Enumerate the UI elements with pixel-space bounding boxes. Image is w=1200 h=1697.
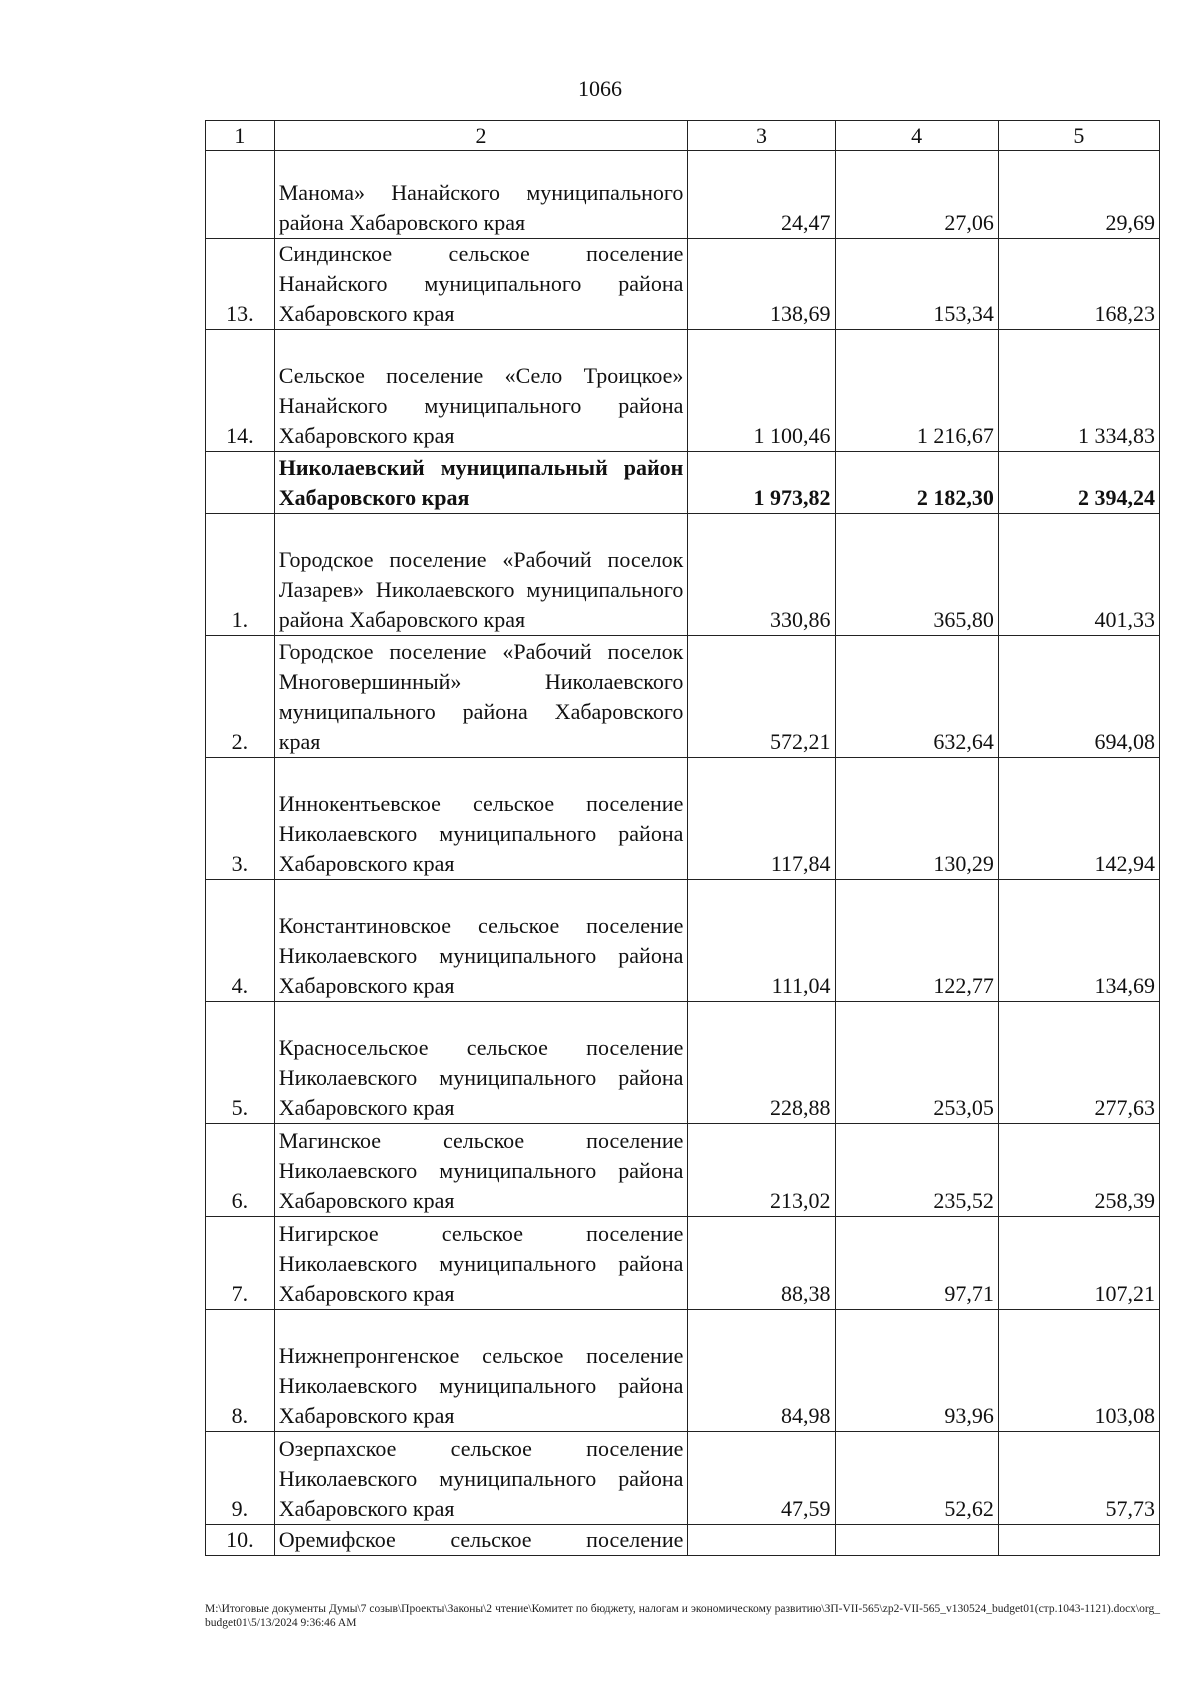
row-name: Магинское сельское поселение Николаевского муниципального района Хабаровского края xyxy=(274,1124,688,1217)
value-col-5: 401,33 xyxy=(998,514,1159,636)
row-name: Манома» Нанайского муниципального района Хабаровского края xyxy=(274,151,688,239)
table-row xyxy=(206,636,1160,758)
value-col-4 xyxy=(835,1525,998,1556)
value-col-5: 1 334,83 xyxy=(998,330,1159,452)
row-number: 7. xyxy=(206,1217,275,1310)
value-col-5: 107,21 xyxy=(998,1217,1159,1310)
value-col-3 xyxy=(688,1525,835,1556)
value-col-5: 57,73 xyxy=(998,1432,1159,1525)
column-header-5: 5 xyxy=(998,121,1159,151)
table-row xyxy=(206,330,1160,452)
value-col-3: 228,88 xyxy=(688,1002,835,1124)
table-row xyxy=(206,758,1160,880)
table-row xyxy=(206,151,1160,239)
row-name: Городское поселение «Рабочий поселок Лазарев» Николаевского муниципального района Хабаровского края xyxy=(274,514,688,636)
value-col-4: 235,52 xyxy=(835,1124,998,1217)
value-col-5: 694,08 xyxy=(998,636,1159,758)
value-col-5: 277,63 xyxy=(998,1002,1159,1124)
value-col-4: 253,05 xyxy=(835,1002,998,1124)
table-row xyxy=(206,880,1160,1002)
value-col-4: 27,06 xyxy=(835,151,998,239)
value-col-3: 47,59 xyxy=(688,1432,835,1525)
file-path-footer: M:\Итоговые документы Думы\7 созыв\Проекты\Законы\2 чтение\Комитет по бюджету, налогам и экономическому развитию\ЗП-VII-565\zp2-VII-565_v130524_budget01(стр.1043-1121).docx\org_budget01\5/13/2024 9:36:46 AM xyxy=(205,1603,1160,1629)
column-header-2: 2 xyxy=(274,121,688,151)
district-total-row xyxy=(206,452,1160,514)
value-col-5: 2 394,24 xyxy=(998,452,1159,514)
value-col-3: 88,38 xyxy=(688,1217,835,1310)
row-number: 10. xyxy=(206,1525,275,1556)
row-name: Синдинское сельское поселение Нанайского муниципального района Хабаровского края xyxy=(274,239,688,330)
table-row xyxy=(206,514,1160,636)
column-header-3: 3 xyxy=(688,121,835,151)
page-number: 1066 xyxy=(578,76,622,101)
row-number: 5. xyxy=(206,1002,275,1124)
table-row xyxy=(206,1124,1160,1217)
value-col-3: 1 100,46 xyxy=(688,330,835,452)
table-row xyxy=(206,1217,1160,1310)
value-col-5: 142,94 xyxy=(998,758,1159,880)
row-number xyxy=(206,151,275,239)
row-name: Озерпахское сельское поселение Николаевского муниципального района Хабаровского края xyxy=(274,1432,688,1525)
row-number: 9. xyxy=(206,1432,275,1525)
table-row xyxy=(206,239,1160,330)
value-col-5: 29,69 xyxy=(998,151,1159,239)
table-header-row xyxy=(206,121,1160,151)
value-col-4: 2 182,30 xyxy=(835,452,998,514)
value-col-4: 130,29 xyxy=(835,758,998,880)
value-col-4: 153,34 xyxy=(835,239,998,330)
row-number: 14. xyxy=(206,330,275,452)
value-col-4: 93,96 xyxy=(835,1310,998,1432)
row-name: Оремифское сельское поселение xyxy=(274,1525,688,1556)
row-name: Сельское поселение «Село Троицкое» Нанайского муниципального района Хабаровского края xyxy=(274,330,688,452)
value-col-3: 572,21 xyxy=(688,636,835,758)
value-col-3: 117,84 xyxy=(688,758,835,880)
row-number: 8. xyxy=(206,1310,275,1432)
value-col-3: 138,69 xyxy=(688,239,835,330)
budget-table xyxy=(205,120,1160,1556)
column-header-4: 4 xyxy=(835,121,998,151)
value-col-4: 632,64 xyxy=(835,636,998,758)
row-number xyxy=(206,452,275,514)
value-col-4: 122,77 xyxy=(835,880,998,1002)
value-col-5 xyxy=(998,1525,1159,1556)
column-header-1: 1 xyxy=(206,121,275,151)
value-col-5: 134,69 xyxy=(998,880,1159,1002)
row-number: 3. xyxy=(206,758,275,880)
row-name: Нигирское сельское поселение Николаевского муниципального района Хабаровского края xyxy=(274,1217,688,1310)
row-name: Иннокентьевское сельское поселение Николаевского муниципального района Хабаровского края xyxy=(274,758,688,880)
table-row xyxy=(206,1002,1160,1124)
value-col-4: 97,71 xyxy=(835,1217,998,1310)
value-col-3: 1 973,82 xyxy=(688,452,835,514)
row-number: 4. xyxy=(206,880,275,1002)
row-number: 13. xyxy=(206,239,275,330)
value-col-3: 24,47 xyxy=(688,151,835,239)
row-number: 1. xyxy=(206,514,275,636)
district-name: Николаевский муниципальный район Хабаровского края xyxy=(274,452,688,514)
value-col-4: 52,62 xyxy=(835,1432,998,1525)
row-name: Нижнепронгенское сельское поселение Николаевского муниципального района Хабаровского края xyxy=(274,1310,688,1432)
value-col-4: 365,80 xyxy=(835,514,998,636)
value-col-3: 111,04 xyxy=(688,880,835,1002)
row-name: Константиновское сельское поселение Николаевского муниципального района Хабаровского края xyxy=(274,880,688,1002)
table-row xyxy=(206,1432,1160,1525)
value-col-4: 1 216,67 xyxy=(835,330,998,452)
table-row xyxy=(206,1525,1160,1556)
value-col-5: 103,08 xyxy=(998,1310,1159,1432)
row-number: 2. xyxy=(206,636,275,758)
value-col-5: 168,23 xyxy=(998,239,1159,330)
row-number: 6. xyxy=(206,1124,275,1217)
table-row xyxy=(206,1310,1160,1432)
value-col-3: 84,98 xyxy=(688,1310,835,1432)
row-name: Городское поселение «Рабочий поселок Многовершинный» Николаевского муниципального района Хабаровского края xyxy=(274,636,688,758)
value-col-3: 330,86 xyxy=(688,514,835,636)
value-col-5: 258,39 xyxy=(998,1124,1159,1217)
value-col-3: 213,02 xyxy=(688,1124,835,1217)
row-name: Красносельское сельское поселение Николаевского муниципального района Хабаровского края xyxy=(274,1002,688,1124)
